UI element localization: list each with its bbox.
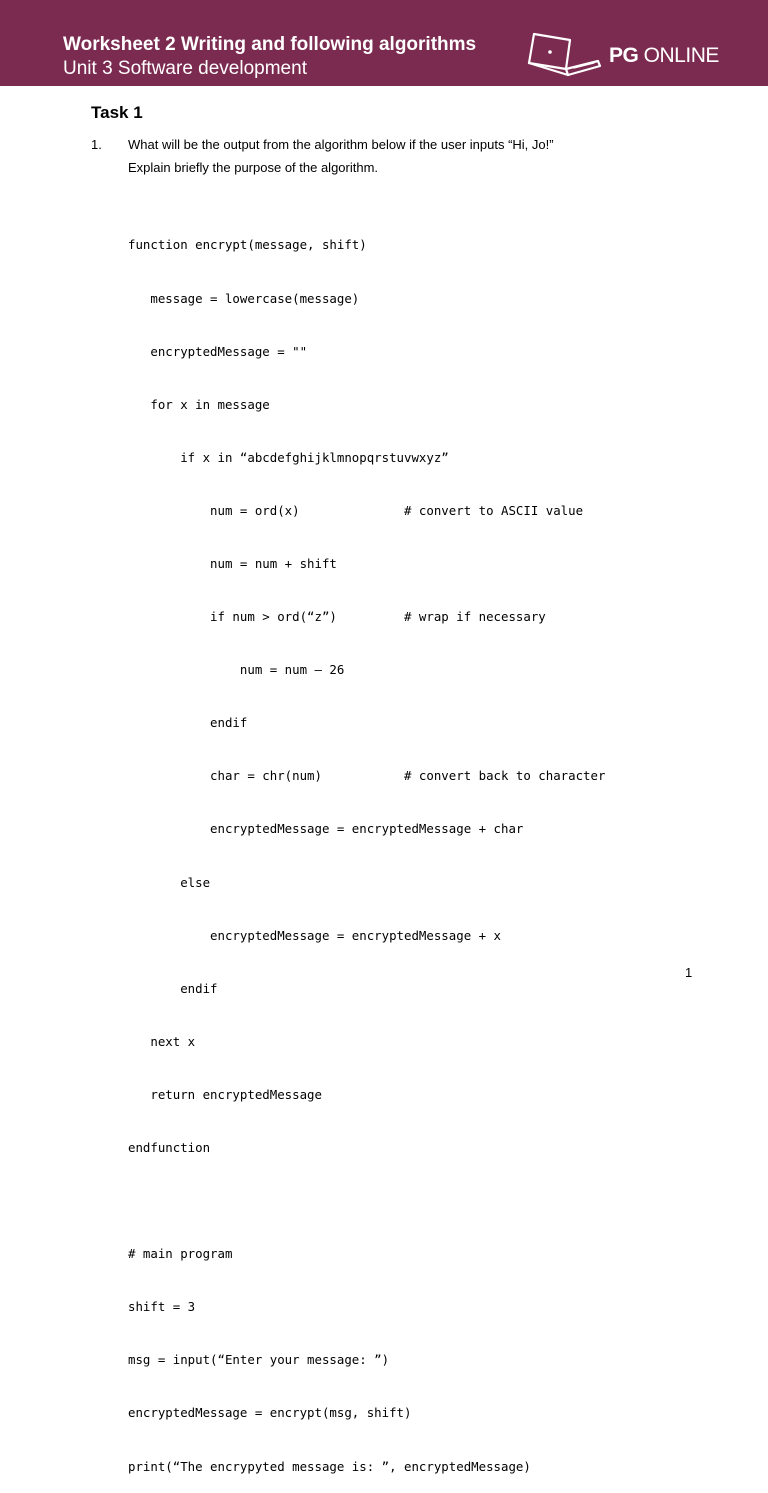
code-line: encryptedMessage = "" <box>128 343 308 359</box>
task-heading: Task 1 <box>91 103 143 122</box>
question-number: 1. <box>91 137 102 152</box>
code-line: else <box>128 874 211 890</box>
code-line: num = ord(x) # convert to ASCII value <box>128 502 584 518</box>
page-number: 1 <box>685 965 693 980</box>
code-line: endif <box>128 715 248 731</box>
code-line: for x in message <box>128 396 270 412</box>
code-line: return encryptedMessage <box>128 1086 322 1102</box>
algorithm-code-block <box>128 201 605 1493</box>
code-line: endfunction <box>128 1140 211 1155</box>
logo-text-light: ONLINE <box>638 44 719 67</box>
code-line: shift = 3 <box>128 1299 196 1315</box>
unit-subtitle: Unit 3 Software development <box>63 58 307 79</box>
code-line: encryptedMessage = encryptedMessage + char <box>128 821 524 837</box>
code-line: print(“The encrypyted message is: ”, encryptedMessage) <box>128 1458 531 1474</box>
code-line: encryptedMessage = encryptedMessage + x <box>128 927 501 943</box>
logo-text-bold: PG <box>609 44 639 67</box>
question-subtext: Explain briefly the purpose of the algorithm. <box>128 160 379 175</box>
header-banner <box>0 0 768 86</box>
code-line: char = chr(num) # convert back to character <box>128 768 606 784</box>
code-line: msg = input(“Enter your message: ”) <box>128 1352 390 1368</box>
code-line: next x <box>128 1033 196 1049</box>
worksheet-title: Worksheet 2 Writing and following algorithms <box>63 34 477 55</box>
code-line <box>128 1192 605 1210</box>
code-line: if x in “abcdefghijklmnopqrstuvwxyz” <box>128 449 449 465</box>
code-line: num = num + shift <box>128 555 337 571</box>
code-line: message = lowercase(message) <box>128 290 360 306</box>
pg-online-logo <box>526 31 726 81</box>
logo-text <box>609 43 719 69</box>
code-line: if num > ord(“z”) # wrap if necessary <box>128 609 546 625</box>
code-line: encryptedMessage = encrypt(msg, shift) <box>128 1405 412 1421</box>
code-line: function encrypt(message, shift) <box>128 237 367 253</box>
code-line: endif <box>128 980 218 996</box>
question-text: What will be the output from the algorithm below if the user inputs “Hi, Jo!” <box>128 137 554 152</box>
code-line: # main program <box>128 1246 233 1262</box>
laptop-icon <box>526 31 602 79</box>
code-line: num = num – 26 <box>128 662 345 678</box>
